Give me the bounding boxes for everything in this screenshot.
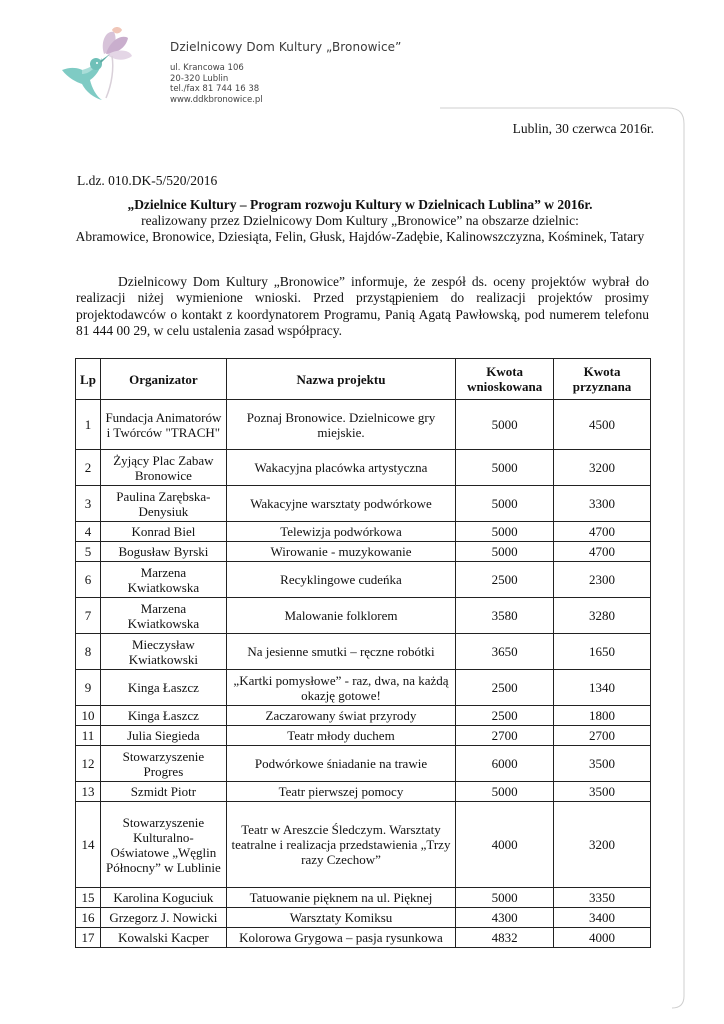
cell-granted-amount: 4700 [554, 522, 651, 542]
cell-organizer: Szmidt Piotr [100, 782, 226, 802]
cell-lp: 3 [76, 486, 101, 522]
cell-lp: 13 [76, 782, 101, 802]
cell-lp: 2 [76, 450, 101, 486]
cell-project-name: Teatr pierwszej pomocy [226, 782, 455, 802]
cell-organizer: Karolina Koguciuk [100, 888, 226, 908]
cell-organizer: Julia Siegieda [100, 726, 226, 746]
cell-lp: 5 [76, 542, 101, 562]
reference-number: L.dz. 010.DK-5/520/2016 [77, 173, 218, 188]
cell-lp: 8 [76, 634, 101, 670]
table-row [76, 706, 651, 726]
cell-requested-amount: 2500 [456, 562, 554, 598]
table-body [76, 400, 651, 948]
cell-lp: 12 [76, 746, 101, 782]
letter-date: Lublin, 30 czerwca 2016r. [512, 121, 654, 136]
cell-project-name: Podwórkowe śniadanie na trawie [226, 746, 455, 782]
organization-header [170, 40, 401, 105]
cell-granted-amount: 2300 [554, 562, 651, 598]
cell-granted-amount: 2700 [554, 726, 651, 746]
cell-requested-amount: 5000 [456, 782, 554, 802]
cell-lp: 9 [76, 670, 101, 706]
cell-granted-amount: 3200 [554, 802, 651, 888]
table-row [76, 486, 651, 522]
table-row [76, 908, 651, 928]
cell-project-name: Warsztaty Komiksu [226, 908, 455, 928]
cell-project-name: Wirowanie - muzykowanie [226, 542, 455, 562]
cell-lp: 6 [76, 562, 101, 598]
cell-requested-amount: 5000 [456, 486, 554, 522]
cell-organizer: Bogusław Byrski [100, 542, 226, 562]
cell-granted-amount: 4500 [554, 400, 651, 450]
cell-requested-amount: 2500 [456, 670, 554, 706]
cell-project-name: Na jesienne smutki – ręczne robótki [226, 634, 455, 670]
cell-requested-amount: 2500 [456, 706, 554, 726]
cell-organizer: Marzena Kwiatkowska [100, 598, 226, 634]
cell-requested-amount: 5000 [456, 888, 554, 908]
cell-organizer: Paulina Zarębska-Denysiuk [100, 486, 226, 522]
cell-organizer: Mieczysław Kwiatkowski [100, 634, 226, 670]
cell-organizer: Konrad Biel [100, 522, 226, 542]
program-districts: Abramowice, Bronowice, Dziesiąta, Felin, Głusk, Hajdów-Zadębie, Kalinowszczyzna, Kośminek, Tatary [75, 229, 645, 244]
cell-lp: 16 [76, 908, 101, 928]
table-row [76, 634, 651, 670]
table-row [76, 888, 651, 908]
table-row [76, 802, 651, 888]
cell-project-name: „Kartki pomysłowe” - raz, dwa, na każdą okazję gotowe! [226, 670, 455, 706]
cell-lp: 1 [76, 400, 101, 450]
cell-project-name: Teatr w Areszcie Śledczym. Warsztaty teatralne i realizacja przedstawienia „Trzy razy Czechow” [226, 802, 455, 888]
cell-granted-amount: 1800 [554, 706, 651, 726]
cell-granted-amount: 3200 [554, 450, 651, 486]
cell-granted-amount: 4700 [554, 542, 651, 562]
cell-project-name: Wakacyjne warsztaty podwórkowe [226, 486, 455, 522]
cell-project-name: Kolorowa Grygowa – pasja rysunkowa [226, 928, 455, 948]
intro-paragraph: Dzielnicowy Dom Kultury „Bronowice” informuje, że zespół ds. oceny projektów wybrał do realizacji niżej wymienione wnioski. Przed przystąpieniem do realizacji projektów prosimy projektodawców o kontakt z koordynatorem Programu, Panią Agatą Pawłowską, pod numerem telefonu 81 444 00 29, w celu ustalenia zasad współpracy. [76, 274, 649, 339]
cell-project-name: Tatuowanie pięknem na ul. Pięknej [226, 888, 455, 908]
table-row [76, 746, 651, 782]
cell-organizer: Stowarzyszenie Kulturalno-Oświatowe „Węglin Północny” w Lublinie [100, 802, 226, 888]
cell-granted-amount: 3400 [554, 908, 651, 928]
cell-project-name: Wakacyjna placówka artystyczna [226, 450, 455, 486]
cell-requested-amount: 5000 [456, 400, 554, 450]
cell-project-name: Telewizja podwórkowa [226, 522, 455, 542]
cell-project-name: Recyklingowe cudeńka [226, 562, 455, 598]
cell-requested-amount: 4000 [456, 802, 554, 888]
table-row [76, 782, 651, 802]
cell-requested-amount: 4300 [456, 908, 554, 928]
table-row [76, 598, 651, 634]
cell-granted-amount: 1650 [554, 634, 651, 670]
table-row [76, 400, 651, 450]
cell-lp: 14 [76, 802, 101, 888]
cell-granted-amount: 1340 [554, 670, 651, 706]
table-row [76, 542, 651, 562]
cell-organizer: Kinga Łaszcz [100, 706, 226, 726]
cell-requested-amount: 5000 [456, 542, 554, 562]
cell-project-name: Teatr młody duchem [226, 726, 455, 746]
program-title [60, 197, 660, 245]
hummingbird-logo [52, 24, 164, 104]
cell-requested-amount: 4832 [456, 928, 554, 948]
table-row [76, 562, 651, 598]
cell-granted-amount: 3300 [554, 486, 651, 522]
cell-requested-amount: 6000 [456, 746, 554, 782]
cell-organizer: Żyjący Plac Zabaw Bronowice [100, 450, 226, 486]
cell-lp: 17 [76, 928, 101, 948]
cell-granted-amount: 3280 [554, 598, 651, 634]
header-lp: Lp [76, 359, 101, 400]
program-title-line2: realizowany przez Dzielnicowy Dom Kultury „Bronowice” na obszarze dzielnic: [141, 213, 579, 228]
cell-project-name: Malowanie folklorem [226, 598, 455, 634]
cell-lp: 4 [76, 522, 101, 542]
cell-granted-amount: 3350 [554, 888, 651, 908]
table-row [76, 670, 651, 706]
cell-requested-amount: 3650 [456, 634, 554, 670]
cell-requested-amount: 3580 [456, 598, 554, 634]
cell-organizer: Fundacja Animatorów i Twórców "TRACH" [100, 400, 226, 450]
cell-lp: 15 [76, 888, 101, 908]
table-row [76, 928, 651, 948]
header-requested-amount: Kwota wnioskowana [456, 359, 554, 400]
cell-organizer: Kinga Łaszcz [100, 670, 226, 706]
cell-organizer: Marzena Kwiatkowska [100, 562, 226, 598]
header-project-name: Nazwa projektu [226, 359, 455, 400]
cell-requested-amount: 5000 [456, 450, 554, 486]
cell-project-name: Zaczarowany świat przyrody [226, 706, 455, 726]
projects-table [75, 358, 651, 948]
table-row [76, 522, 651, 542]
cell-project-name: Poznaj Bronowice. Dzielnicowe gry miejskie. [226, 400, 455, 450]
table-row [76, 450, 651, 486]
table-header-row [76, 359, 651, 400]
cell-requested-amount: 2700 [456, 726, 554, 746]
table-row [76, 726, 651, 746]
website: www.ddkbronowice.pl [170, 94, 263, 105]
cell-organizer: Stowarzyszenie Progres [100, 746, 226, 782]
cell-granted-amount: 3500 [554, 746, 651, 782]
cell-organizer: Kowalski Kacper [100, 928, 226, 948]
program-title-bold: „Dzielnice Kultury – Program rozwoju Kultury w Dzielnicach Lublina” w 2016r. [127, 197, 593, 212]
cell-lp: 10 [76, 706, 101, 726]
phone-fax: tel./fax 81 744 16 38 [170, 84, 260, 94]
cell-organizer: Grzegorz J. Nowicki [100, 908, 226, 928]
cell-granted-amount: 4000 [554, 928, 651, 948]
header-granted-amount: Kwota przyznana [554, 359, 651, 400]
cell-granted-amount: 3500 [554, 782, 651, 802]
address-city: 20-320 Lublin [170, 73, 229, 84]
organization-name: Dzielnicowy Dom Kultury „Bronowice” [170, 40, 402, 54]
cell-requested-amount: 5000 [456, 522, 554, 542]
header-organizer: Organizator [100, 359, 226, 400]
address-street: ul. Krancowa 106 [170, 63, 244, 73]
cell-lp: 11 [76, 726, 101, 746]
cell-lp: 7 [76, 598, 101, 634]
